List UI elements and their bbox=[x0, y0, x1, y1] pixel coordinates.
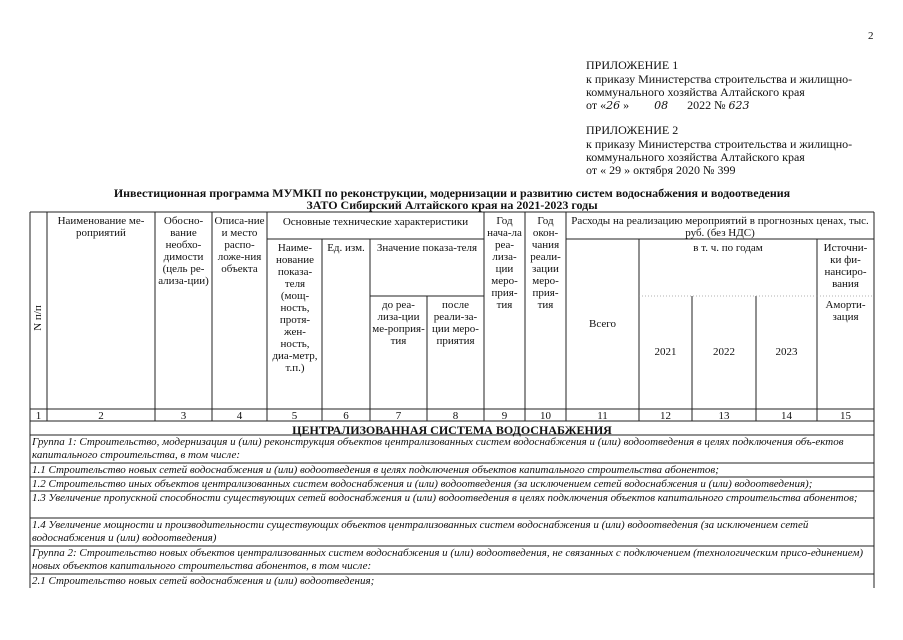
annex1-month: 08 bbox=[654, 99, 669, 112]
table-row: 1.1 Строительство новых сетей водоснабжения и (или) водоотведения в целях подключения объектов капитального строительства абонентов; bbox=[32, 464, 719, 476]
header-value-group: Значение показа-теля bbox=[376, 242, 478, 254]
column-number: 10 bbox=[540, 410, 551, 422]
annex1-day: 26 bbox=[606, 99, 621, 112]
column-number: 15 bbox=[840, 410, 851, 422]
header-tech-group: Основные технические характеристики bbox=[282, 216, 469, 228]
header-start-year: Год нача-ла реа-лиза-ции меро-прия-тия bbox=[487, 215, 522, 311]
table-row: 1.3 Увеличение пропускной способности существующих сетей водоснабжения и (или) водоотведения в целях подключения объектов капитального строительства абонентов; bbox=[32, 492, 858, 504]
annex2-line1: к приказу Министерства строительства и жилищно- bbox=[586, 137, 853, 151]
column-number: 7 bbox=[395, 410, 402, 422]
header-total: Всего bbox=[589, 318, 616, 330]
header-sources: Источни-ки фи-нансиро-вания bbox=[823, 242, 868, 290]
column-number: 2 bbox=[98, 410, 104, 422]
header-year-2021: 2021 bbox=[654, 346, 677, 358]
column-number: 6 bbox=[343, 410, 349, 422]
header-expenses: Расходы на реализацию мероприятий в прогнозных ценах, тыс. руб. (без НДС) bbox=[571, 215, 869, 239]
document-title-line1: Инвестиционная программа МУМКП по реконструкции, модернизации и развитию систем водоснабжения и водоотведения bbox=[113, 186, 791, 200]
column-number: 3 bbox=[180, 410, 187, 422]
annex1-line2: коммунального хозяйства Алтайского края bbox=[586, 85, 805, 99]
column-number: 8 bbox=[452, 410, 459, 422]
annex1-line1: к приказу Министерства строительства и жилищно- bbox=[586, 72, 853, 86]
column-number: 5 bbox=[291, 410, 298, 422]
annex1-date-sep: » bbox=[623, 98, 630, 112]
column-number: 11 bbox=[597, 410, 608, 422]
header-name: Наименование ме-роприятий bbox=[57, 215, 145, 239]
section-title: ЦЕНТРАЛИЗОВАННАЯ СИСТЕМА ВОДОСНАБЖЕНИЯ bbox=[292, 423, 612, 437]
header-justification: Обосно-вание необхо-димости (цель ре-ализа-ции) bbox=[158, 215, 209, 287]
header-description: Описа-ние и место распо-ложе-ния объекта bbox=[214, 215, 265, 275]
column-number: 13 bbox=[718, 410, 730, 422]
column-number: 12 bbox=[660, 410, 671, 422]
annex1-date-prefix: от « bbox=[586, 98, 607, 112]
table-row: 1.2 Строительство иных объектов централизованных систем водоснабжения и (или) водоотведения (за исключением сетей водоснабжения и (или) водоотведения); bbox=[32, 478, 813, 490]
page-number: 2 bbox=[868, 30, 874, 42]
header-end-year: Год окон-чания реали-зации меро-прия-тия bbox=[530, 215, 561, 311]
table-row: Группа 1: Строительство, модернизация и (или) реконструкция объектов централизованных систем водоснабжения и (или) водоотведения в целях подключения объ-ектов капитального строительства, в том числе: bbox=[32, 436, 844, 461]
header-npp: N п/п bbox=[32, 305, 44, 331]
document-title-line2: ЗАТО Сибирский Алтайского края на 2021-2023 годы bbox=[306, 198, 598, 212]
header-year-2022: 2022 bbox=[713, 346, 735, 358]
annex2-title: ПРИЛОЖЕНИЕ 2 bbox=[586, 123, 679, 137]
header-by-years: в т. ч. по годам bbox=[693, 242, 763, 254]
header-param-name: Наиме-нование показа-теля (мощ-ность, протя-жен-ность, диа-метр, т.п.) bbox=[272, 242, 318, 374]
annex1-number: 623 bbox=[728, 99, 750, 112]
table-row: 2.1 Строительство новых сетей водоснабжения и (или) водоотведения; bbox=[32, 575, 375, 587]
header-amortization: Аморти-зация bbox=[825, 299, 866, 323]
table-row: Группа 2: Строительство новых объектов централизованных систем водоснабжения и (или) водоотведения, не связанных с подключением (технологическим присо-единением) новых объектов капитального строительства абонентов, в том числе: bbox=[32, 547, 864, 572]
annex2-line2: коммунального хозяйства Алтайского края bbox=[586, 150, 805, 164]
annex1-title: ПРИЛОЖЕНИЕ 1 bbox=[586, 58, 679, 72]
column-number: 4 bbox=[236, 410, 243, 422]
column-number: 9 bbox=[501, 410, 508, 422]
header-before: до реа-лиза-ции ме-роприя-тия bbox=[372, 299, 425, 347]
column-number: 1 bbox=[35, 410, 42, 422]
column-number: 14 bbox=[781, 410, 792, 422]
table-row: 1.4 Увеличение мощности и производительности существующих объектов централизованных систем водоснабжения и (или) водоотведения (за исключением сетей водоснабжения и (или) водоотведения) bbox=[32, 519, 809, 544]
header-year-2023: 2023 bbox=[775, 346, 798, 358]
annex2-date: от « 29 » октября 2020 № 399 bbox=[586, 163, 736, 177]
annex1-year-no: 2022 № bbox=[687, 98, 726, 112]
header-after: после реали-за-ции меро-приятия bbox=[432, 299, 479, 347]
header-unit: Ед. изм. bbox=[327, 242, 365, 254]
